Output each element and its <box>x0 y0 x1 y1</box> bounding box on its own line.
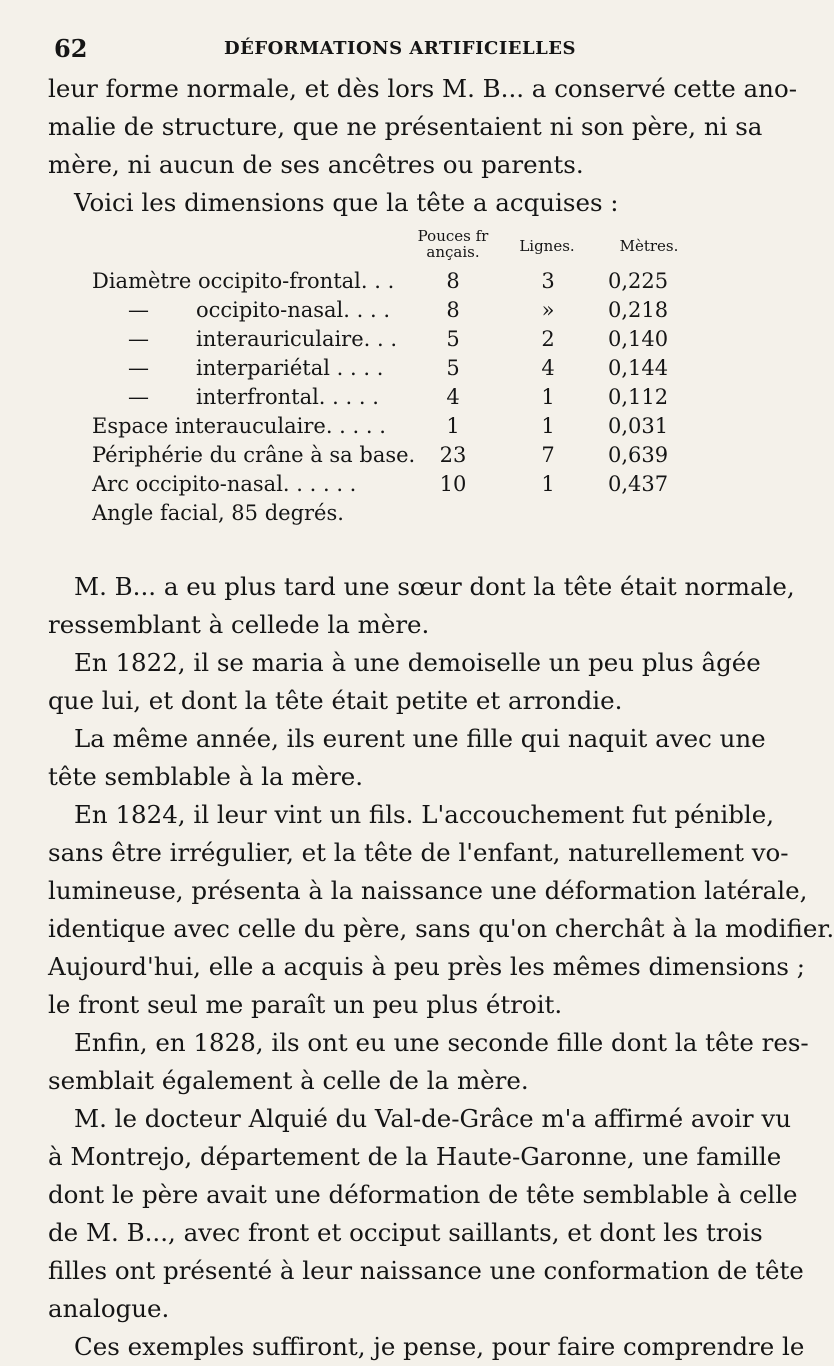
ditto-dash: — <box>128 356 149 380</box>
cell-pouces: 5 <box>446 327 460 351</box>
text-line: à Montrejo, département de la Haute-Garonne, une famille <box>48 1142 782 1171</box>
cell-metres: 0,437 <box>608 472 669 496</box>
row-label: interauriculaire. . . <box>196 327 398 351</box>
cell-metres: 0,112 <box>608 385 669 409</box>
table-row <box>48 324 752 354</box>
cell-lignes: » <box>541 298 555 322</box>
dimensions-table <box>48 228 752 568</box>
text-line: La même année, ils eurent une fille qui naquit avec une <box>74 724 766 753</box>
row-label: Arc occipito-nasal. . . . . . <box>92 472 357 496</box>
table-row <box>48 382 752 412</box>
text-line: Ces exemples suffiront, je pense, pour faire comprendre le <box>74 1332 805 1361</box>
cell-lignes: 1 <box>541 472 555 496</box>
text-line: En 1822, il se maria à une demoiselle un peu plus âgée <box>74 648 761 677</box>
text-line: M. B... a eu plus tard une sœur dont la tête était normale, <box>74 572 795 601</box>
table-row <box>48 411 752 441</box>
text-line: sans être irrégulier, et la tête de l'enfant, naturellement vo- <box>48 838 789 867</box>
cell-pouces: 4 <box>446 385 460 409</box>
text-line: leur forme normale, et dès lors M. B... a conservé cette ano- <box>48 74 797 103</box>
cell-pouces: 23 <box>439 443 467 467</box>
table-row <box>48 469 752 499</box>
text-line: Enfin, en 1828, ils ont eu une seconde fille dont la tête res- <box>74 1028 809 1057</box>
text-line: semblait également à celle de la mère. <box>48 1066 529 1095</box>
row-label: Espace interauculaire. . . . . <box>92 414 386 438</box>
text-line: malie de structure, que ne présentaient ni son père, ni sa <box>48 112 763 141</box>
row-label: interfrontal. . . . . <box>196 385 379 409</box>
cell-lignes: 2 <box>541 327 555 351</box>
text-line: mère, ni aucun de ses ancêtres ou parents. <box>48 150 584 179</box>
cell-lignes: 1 <box>541 385 555 409</box>
cell-lignes: 7 <box>541 443 555 467</box>
text-line: lumineuse, présenta à la naissance une déformation latérale, <box>48 876 808 905</box>
cell-metres: 0,639 <box>608 443 669 467</box>
row-label: Périphérie du crâne à sa base. <box>92 443 416 467</box>
intro-paragraph <box>48 70 797 222</box>
page-number: 62 <box>54 34 88 63</box>
text-line: Aujourd'hui, elle a acquis à peu près les mêmes dimensions ; <box>48 952 806 981</box>
text-line: le front seul me paraît un peu plus étroit. <box>48 990 563 1019</box>
ditto-dash: — <box>128 385 149 409</box>
facial-angle-note: Angle facial, 85 degrés. <box>92 501 344 525</box>
text-line: Voici les dimensions que la tête a acquises : <box>74 188 619 217</box>
ditto-dash: — <box>128 298 149 322</box>
cell-lignes: 4 <box>541 356 555 380</box>
cell-pouces: 8 <box>446 269 460 293</box>
column-header-metres: Mètres. <box>619 237 679 255</box>
table-row <box>48 440 752 470</box>
table-row <box>48 295 752 325</box>
body-text <box>48 568 834 1366</box>
cell-pouces: 5 <box>446 356 460 380</box>
table-row <box>48 353 752 383</box>
text-line: de M. B..., avec front et occiput saillants, et dont les trois <box>48 1218 763 1247</box>
column-header-lignes: Lignes. <box>519 237 575 255</box>
cell-metres: 0,218 <box>608 298 669 322</box>
cell-pouces: 8 <box>446 298 460 322</box>
text-line: dont le père avait une déformation de tête semblable à celle <box>48 1180 798 1209</box>
row-label: Diamètre occipito-frontal. . . <box>92 269 395 293</box>
row-label: interpariétal . . . . <box>196 356 384 380</box>
running-title: DÉFORMATIONS ARTIFICIELLES <box>224 38 576 59</box>
table-row <box>48 266 752 296</box>
running-header <box>48 30 752 70</box>
cell-metres: 0,225 <box>608 269 669 293</box>
cell-lignes: 3 <box>541 269 555 293</box>
cell-metres: 0,031 <box>608 414 669 438</box>
text-line: identique avec celle du père, sans qu'on cherchât à la modifier. <box>48 914 834 943</box>
ditto-dash: — <box>128 327 149 351</box>
cell-pouces: 10 <box>439 472 467 496</box>
text-line: ressemblant à cellede la mère. <box>48 610 430 639</box>
cell-lignes: 1 <box>541 414 555 438</box>
text-line: tête semblable à la mère. <box>48 762 364 791</box>
text-line: En 1824, il leur vint un fils. L'accouchement fut pénible, <box>74 800 775 829</box>
cell-metres: 0,140 <box>608 327 669 351</box>
text-line: analogue. <box>48 1294 170 1323</box>
text-line: filles ont présenté à leur naissance une conformation de tête <box>48 1256 804 1285</box>
cell-pouces: 1 <box>446 414 460 438</box>
cell-metres: 0,144 <box>608 356 669 380</box>
row-label: occipito-nasal. . . . <box>196 298 391 322</box>
column-header-pouces: Pouces fr ançais. <box>417 227 489 261</box>
text-line: que lui, et dont la tête était petite et arrondie. <box>48 686 623 715</box>
text-line: M. le docteur Alquié du Val-de-Grâce m'a affirmé avoir vu <box>74 1104 792 1133</box>
